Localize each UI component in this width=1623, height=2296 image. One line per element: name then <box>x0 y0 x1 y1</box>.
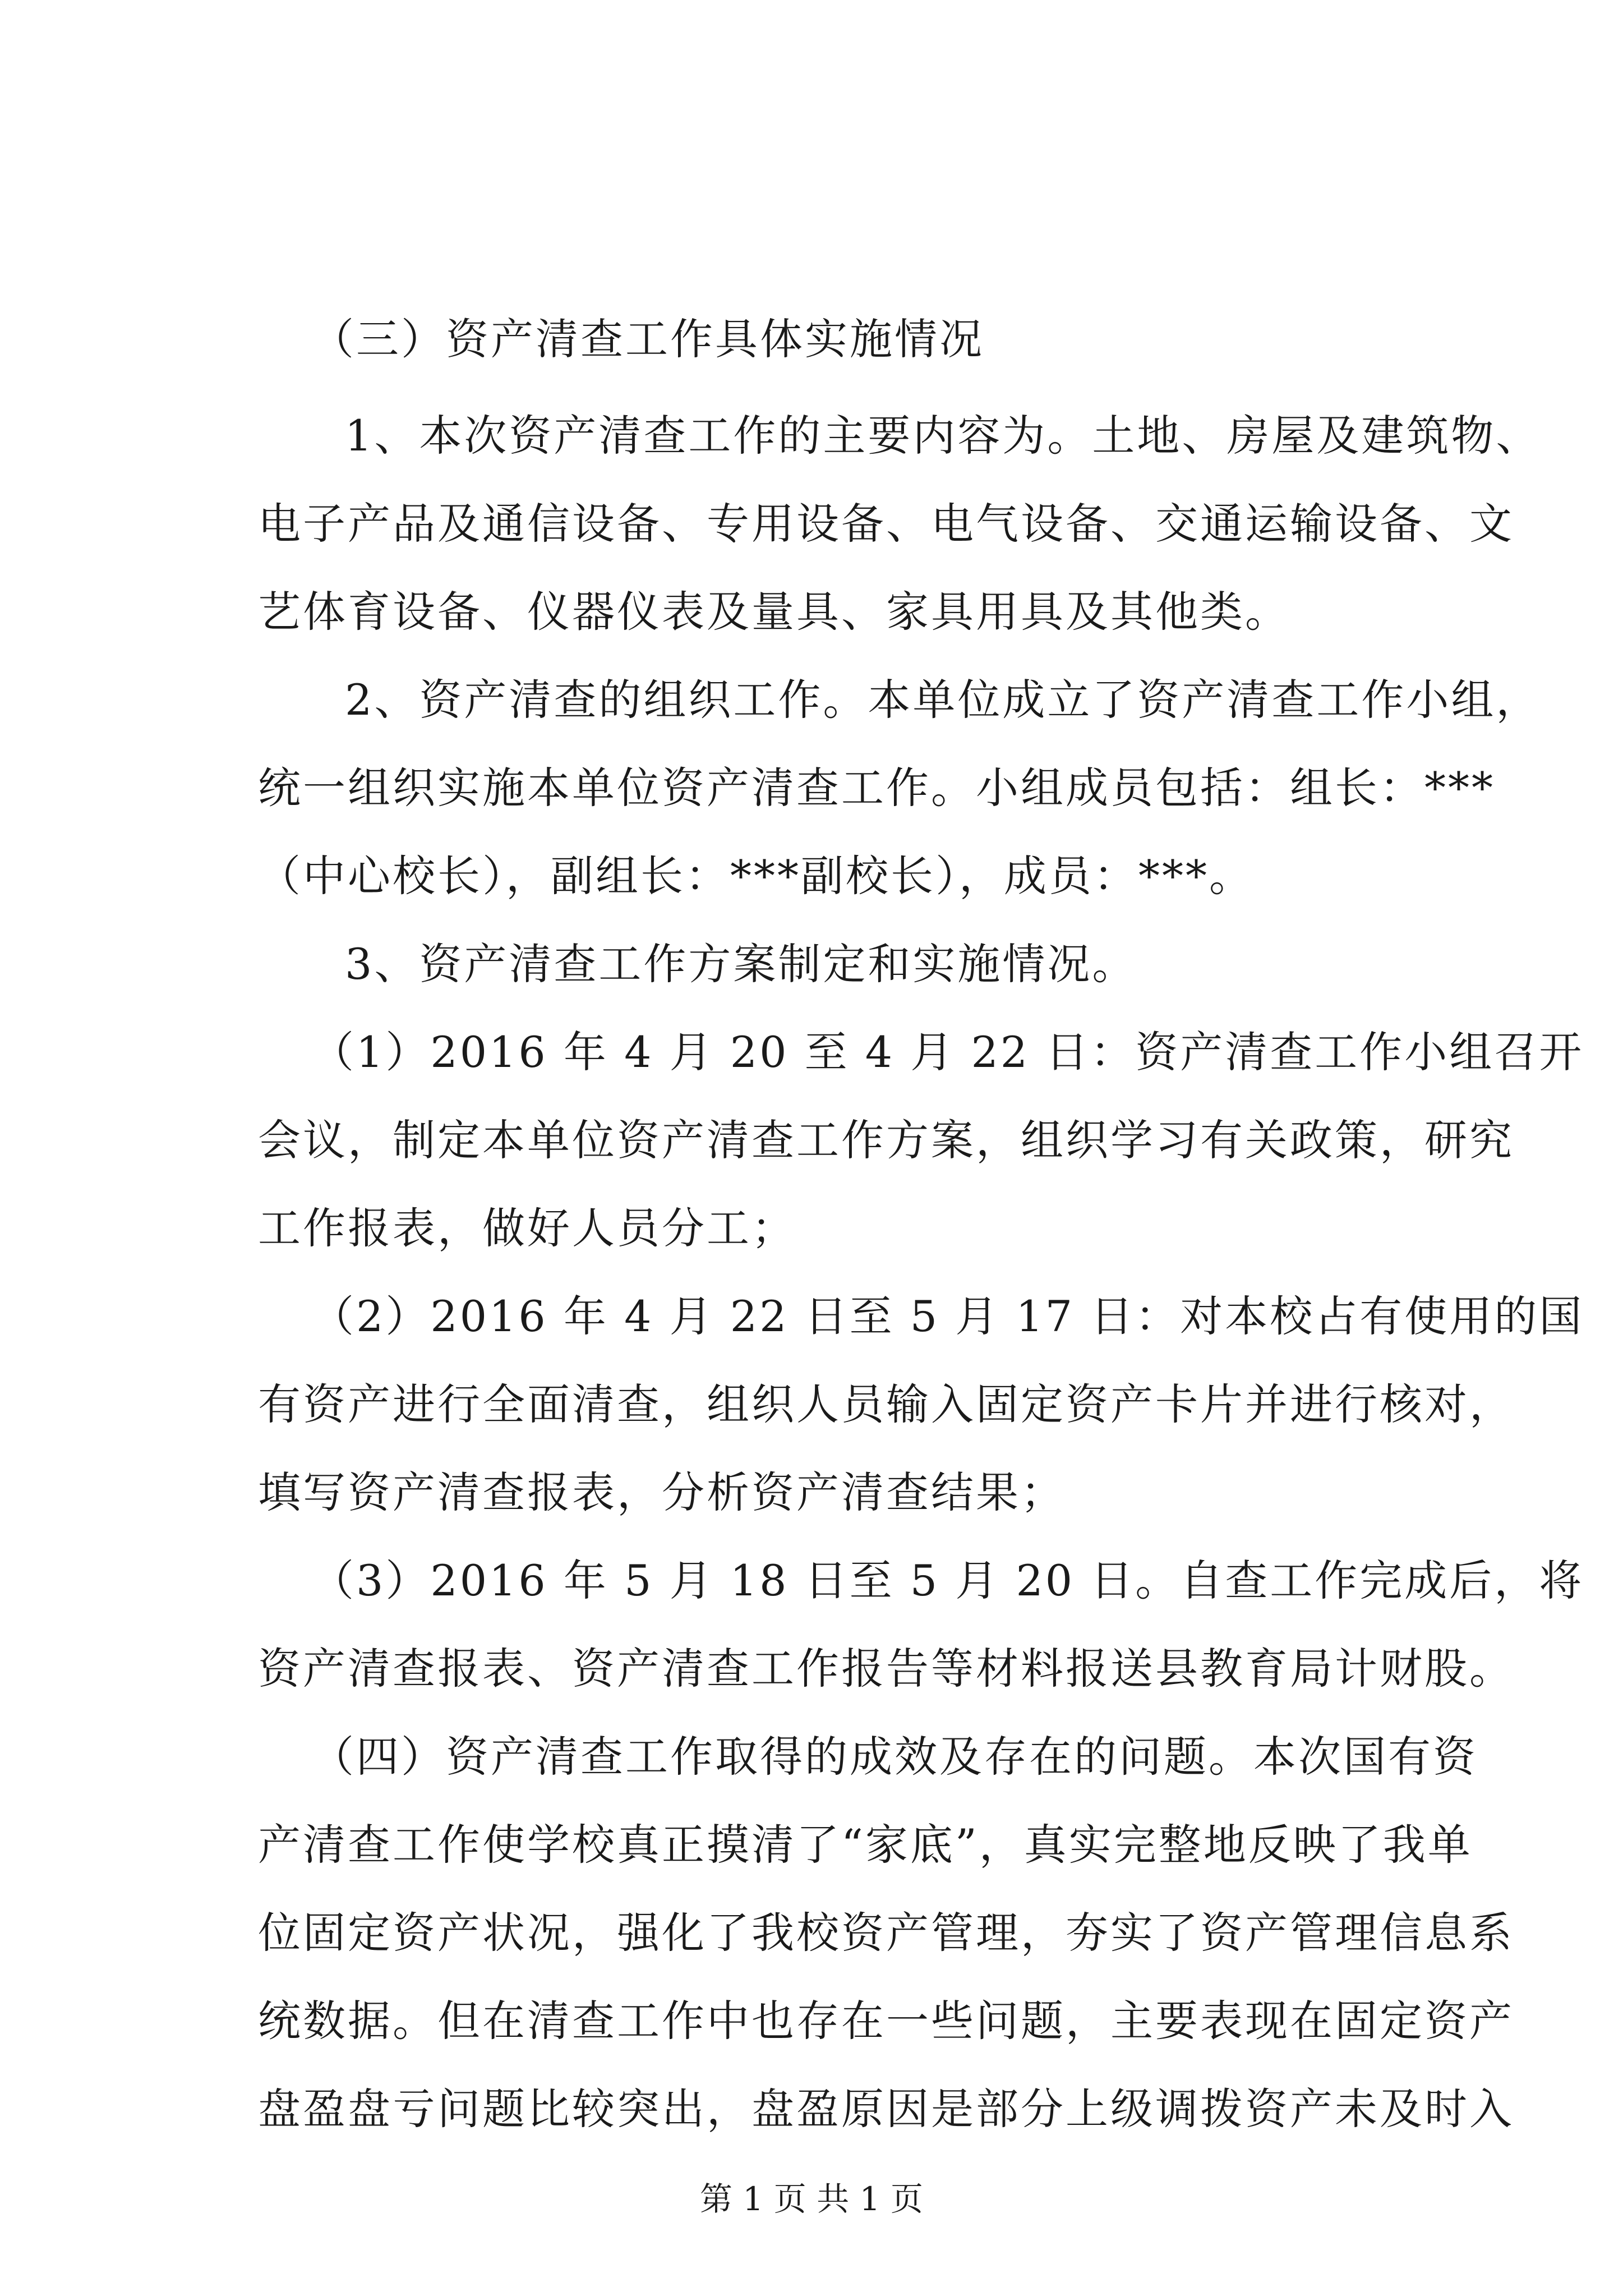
section-four-line-4: 统数据。但在清查工作中也存在一些问题，主要表现在固定资产 <box>258 1996 1514 2046</box>
paragraph-1-line-2: 电子产品及通信设备、专用设备、电气设备、交通运输设备、文 <box>258 499 1514 549</box>
item-2-line-1: （2）2016 年 4 月 22 日至 5 月 17 日：对本校占有使用的国 <box>311 1291 1584 1341</box>
paragraph-2-line-3: （中心校长），副组长：***副校长），成员：***。 <box>258 851 1254 901</box>
section-four-line-1: （四）资产清查工作取得的成效及存在的问题。本次国有资 <box>311 1732 1478 1782</box>
item-1-line-2: 会议，制定本单位资产清查工作方案，组织学习有关政策，研究 <box>258 1115 1514 1165</box>
item-1-line-3: 工作报表，做好人员分工； <box>258 1203 796 1253</box>
section-four-line-3: 位固定资产状况，强化了我校资产管理，夯实了资产管理信息系 <box>258 1908 1514 1958</box>
item-3-line-2: 资产清查报表、资产清查工作报告等材料报送县教育局计财股。 <box>258 1644 1514 1694</box>
paragraph-2-line-2: 统一组织实施本单位资产清查工作。小组成员包括：组长：*** <box>258 763 1495 813</box>
item-2-line-3: 填写资产清查报表，分析资产清查结果； <box>258 1467 1066 1517</box>
paragraph-1-line-1: 1、本次资产清查工作的主要内容为。土地、房屋及建筑物、 <box>345 411 1541 461</box>
paragraph-2-line-1: 2、资产清查的组织工作。本单位成立了资产清查工作小组， <box>345 675 1541 725</box>
paragraph-1-line-3: 艺体育设备、仪器仪表及量具、家具用具及其他类。 <box>258 587 1290 637</box>
section-heading-three: （三）资产清查工作具体实施情况 <box>311 314 984 364</box>
section-four-line-2: 产清查工作使学校真正摸清了“家底”，真实完整地反映了我单 <box>258 1820 1473 1870</box>
paragraph-3-line-1: 3、资产清查工作方案制定和实施情况。 <box>345 939 1137 989</box>
section-four-line-5: 盘盈盘亏问题比较突出，盘盈原因是部分上级调拨资产未及时入 <box>258 2084 1514 2134</box>
item-2-line-2: 有资产进行全面清查，组织人员输入固定资产卡片并进行核对， <box>258 1379 1514 1429</box>
item-3-line-1: （3）2016 年 5 月 18 日至 5 月 20 日。自查工作完成后，将 <box>311 1556 1584 1605</box>
page-footer: 第 1 页 共 1 页 <box>700 2180 923 2218</box>
item-1-line-1: （1）2016 年 4 月 20 至 4 月 22 日：资产清查工作小组召开 <box>311 1027 1584 1077</box>
